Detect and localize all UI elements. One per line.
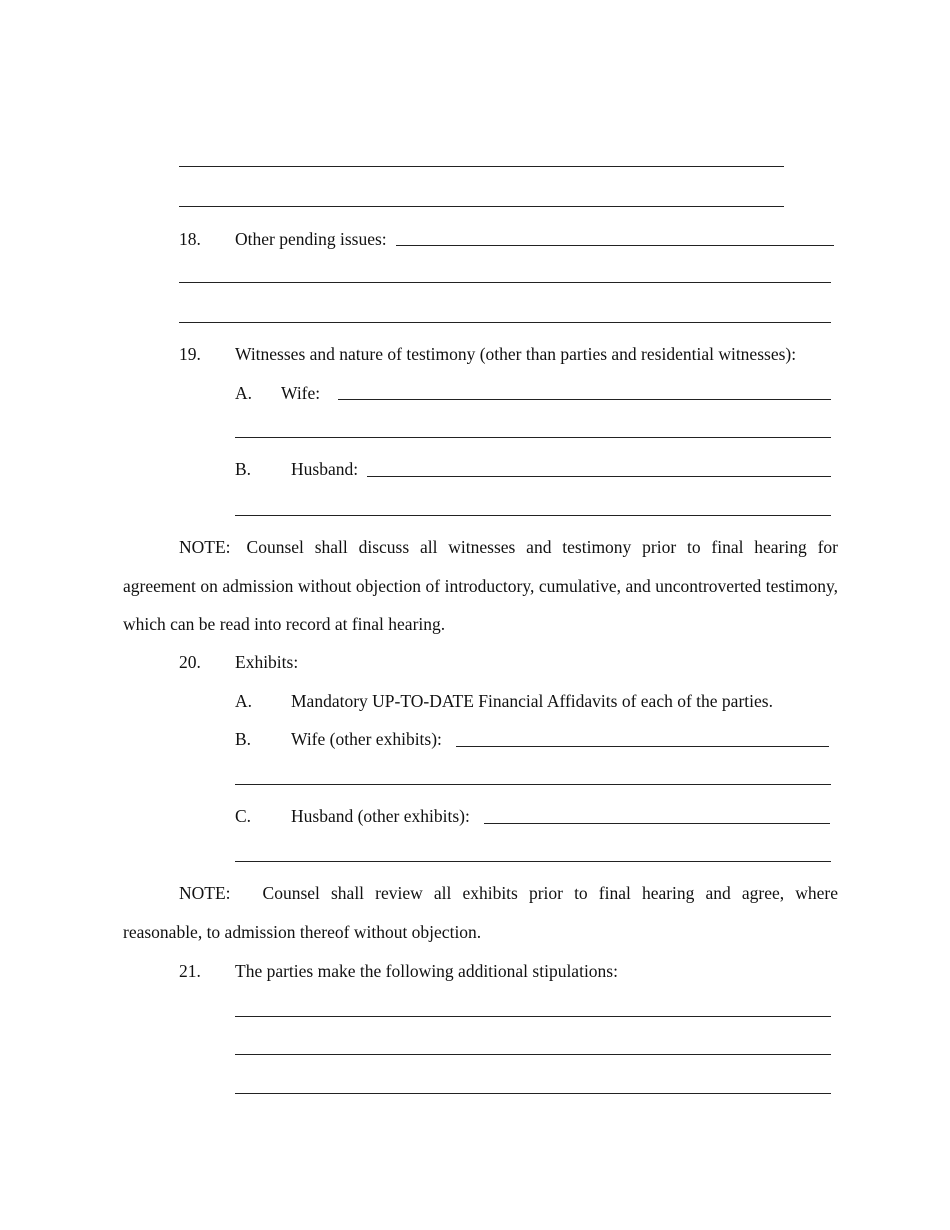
stipulations-line[interactable] xyxy=(235,1093,831,1094)
note-witnesses xyxy=(123,528,838,644)
item-20b-letter: B. xyxy=(235,729,252,749)
item-20c-label: Husband (other exhibits): xyxy=(291,806,470,826)
note-text: Counsel shall discuss all witnesses and testimony prior to final hearing for agreement on admission without objection of introductory, cumulative, and uncontroverted testimony, which can be read into record at final hearing. xyxy=(123,537,838,634)
item-20c-letter: C. xyxy=(235,806,252,826)
item-18-number: 18. xyxy=(179,229,201,249)
item-18-label: Other pending issues: xyxy=(235,229,387,249)
note-exhibits xyxy=(123,874,838,951)
item-19a-label: Wife: xyxy=(281,383,321,403)
item-19a-letter: A. xyxy=(235,383,253,403)
other-pending-issues-line[interactable] xyxy=(396,245,834,246)
blank-line[interactable] xyxy=(235,437,831,438)
item-20-label: Exhibits: xyxy=(235,652,299,672)
note-label: NOTE: xyxy=(179,537,231,557)
blank-line[interactable] xyxy=(179,322,831,323)
note-text: Counsel shall review all exhibits prior to final hearing and agree, where reasonable, to admission thereof without objection. xyxy=(123,883,838,942)
note-label: NOTE: xyxy=(179,883,231,903)
item-20a-label: Mandatory UP-TO-DATE Financial Affidavits of each of the parties. xyxy=(291,691,773,711)
item-19b-letter: B. xyxy=(235,459,252,479)
wife-exhibits-line[interactable] xyxy=(456,746,829,747)
blank-line[interactable] xyxy=(179,282,831,283)
blank-line[interactable] xyxy=(179,206,784,207)
item-20b-label: Wife (other exhibits): xyxy=(291,729,442,749)
blank-line[interactable] xyxy=(235,861,831,862)
blank-line[interactable] xyxy=(235,784,831,785)
item-20-number: 20. xyxy=(179,652,201,672)
wife-witnesses-line[interactable] xyxy=(338,399,831,400)
stipulations-line[interactable] xyxy=(235,1054,831,1055)
item-21-label: The parties make the following additional stipulations: xyxy=(235,961,618,981)
item-19-number: 19. xyxy=(179,344,201,364)
husband-exhibits-line[interactable] xyxy=(484,823,830,824)
blank-line[interactable] xyxy=(235,515,831,516)
item-20a-letter: A. xyxy=(235,691,253,711)
item-19b-label: Husband: xyxy=(291,459,359,479)
item-19-label: Witnesses and nature of testimony (other than parties and residential witnesses): xyxy=(235,344,797,364)
stipulations-line[interactable] xyxy=(235,1016,831,1017)
blank-line[interactable] xyxy=(179,166,784,167)
item-21-number: 21. xyxy=(179,961,201,981)
husband-witnesses-line[interactable] xyxy=(367,476,831,477)
